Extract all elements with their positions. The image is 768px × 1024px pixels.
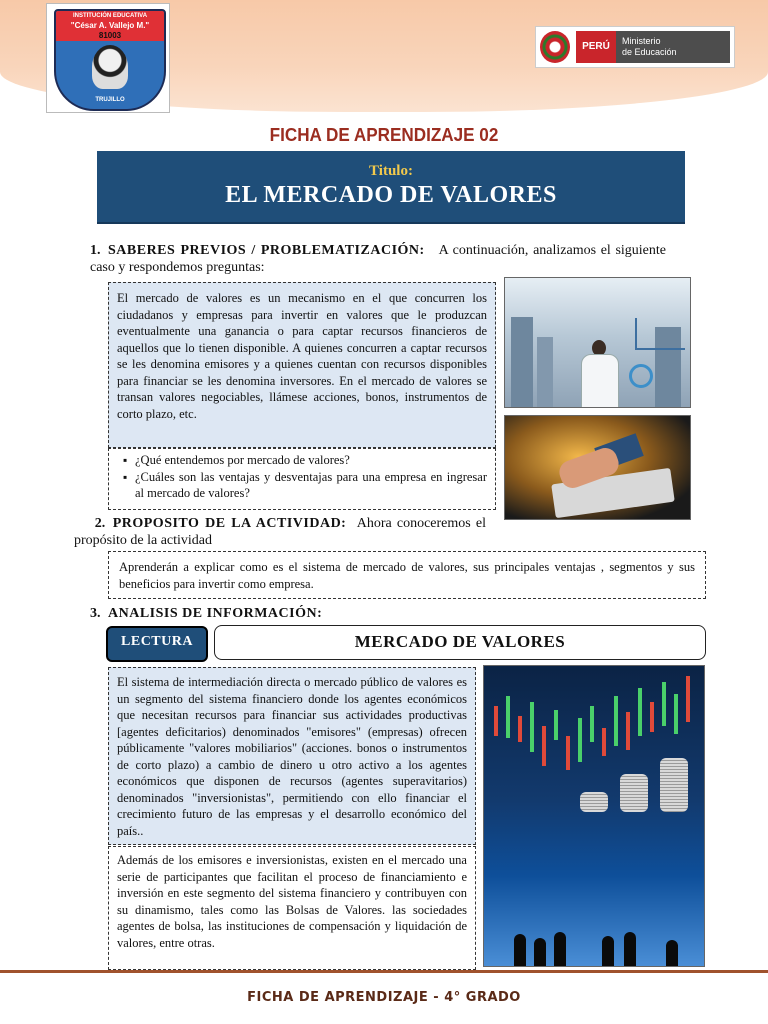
questions-box [108,448,496,510]
hand-keyboard-money-image [504,415,691,520]
case-text-box [108,282,496,448]
school-shield-icon [54,9,166,111]
portrait-icon [92,45,128,89]
reading-paragraph2: Además de los emisores e inversionistas, existen en el mercado una serie de participantes que facilitan el proceso de financiamiento e inversión en este segmento del sistema financiero y contribuyen con su dinamismo, tales como las Bolsas de Valores. las sociedades agentes de bolsa, las instituciones de compensación y liquidación de valores, entre otras. [117,853,467,950]
title-banner [97,151,685,222]
banner-title: EL MERCADO DE VALORES [225,182,557,208]
peru-crest-icon [540,31,570,63]
section1-number: 1. [90,243,101,258]
school-logo-number: 81003 [98,31,122,40]
section1-header [90,242,666,276]
section3-header [90,605,490,622]
reading-title: MERCADO DE VALORES [214,625,706,660]
school-logo-name: "César A. Vallejo M." [70,21,150,30]
ministry-logo [535,26,735,68]
lectura-label: LECTURA [106,626,208,662]
section1-heading: SABERES PREVIOS / PROBLEMATIZACIÓN: [108,243,425,258]
section2-number: 2. [94,516,106,531]
section3-number: 3. [90,606,101,621]
peru-label: PERÚ [576,31,616,63]
case-text: El mercado de valores es un mecanismo en el que concurren los ciudadanos y empresas para invertir en valores que le produzcan eventualmente una ganancia o para captar recursos financieros de aquellos que lo tienen disponible. A quienes concurren a captar recursos se les denomina emisores y a quienes cuentan con recursos disponibles para financiar se les denomina inversores. En el mercado de valores se transan valores negociables, llámese acciones, bonos, instrumentos de corto plazo, etc. [117,291,487,421]
school-logo-city: TRUJILLO [95,97,125,103]
reading-paragraph1: El sistema de intermediación directa o mercado público de valores es un segmento del sistema financiero donde los agentes económicos que necesitan recursos para financiar sus actividades productivas [agentes deficitarios) denominados "emisores" (empresas) ofrecen públicamente "valores mobiliarios" (acciones. bonos o instrumentos de corto plazo) a cambio de dinero u otro activo a los agentes económicos que disponen de recursos (agentes superavitarios) denominados "inversionistas", permitiendo con ello financiar el crecimiento futuro de las empresas y el desarrollo económico del país.. [117,675,467,838]
section1-intro: A continuación, analizamos el siguiente caso y respondemos preguntas: [90,243,666,275]
footer-label: FICHA DE APRENDIZAJE - 4° GRADO [247,990,521,1005]
ministry-label: Ministerio de Educación [616,31,730,63]
school-logo-line1: INSTITUCIÓN EDUCATIVA [72,13,148,19]
question-item: ▪ ¿Cuáles son las ventajas y desventajas para una empresa en ingresar al mercado de valores? [123,469,487,502]
question-item: ▪ ¿Qué entendemos por mercado de valores? [123,452,487,469]
stock-market-image [483,665,705,967]
questions-list [117,452,487,502]
reading-paragraph1-box [108,667,476,845]
reading-paragraph2-box [108,846,476,970]
footer-divider [0,970,768,973]
school-logo [46,3,170,113]
purpose-text: Aprenderán a explicar como es el sistema de mercado de valores, sus principales ventajas , segmentos y sus beneficios para invertir como empresa. [119,560,695,591]
section3-heading: ANALISIS DE INFORMACIÓN: [108,606,323,621]
businessman-city-image [504,277,691,408]
section2-heading: PROPOSITO DE LA ACTIVIDAD: [112,516,347,531]
section2-header [74,515,486,549]
ficha-title: FICHA DE APRENDIZAJE 02 [269,125,499,145]
purpose-box [108,551,706,599]
section2-intro: Ahora conoceremos el propósito de la actividad [74,516,486,548]
banner-subtitle: Titulo: [369,163,413,179]
